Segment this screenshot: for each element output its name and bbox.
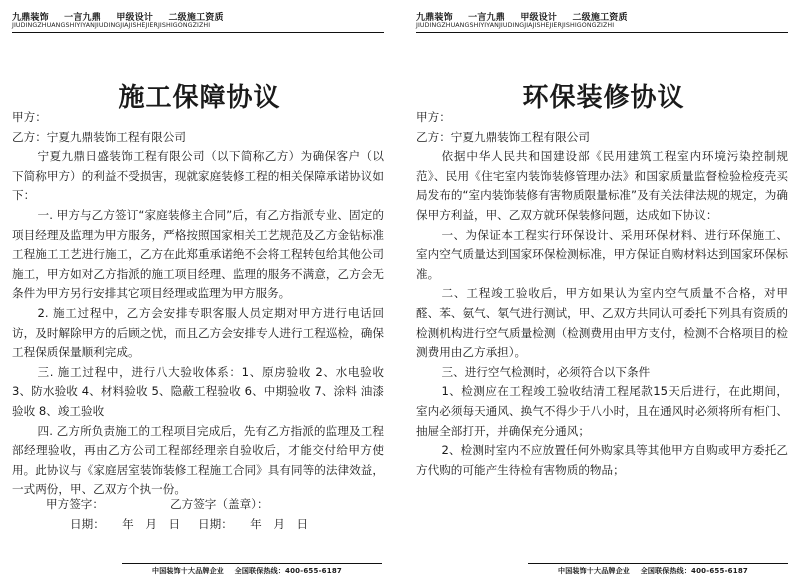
paragraph: 一. 甲方与乙方签订“家庭装修主合同”后，有乙方指派专业、固定的项目经理及监理为甲方服务，严格按照国家相关工艺规范及乙方金钻标准工程施工工艺进行施工，乙方在此郑重承诺绝不会将工程转包给其他公司施工，甲方如对乙方指派的施工项目经理、监理的服务不满意，乙方会无条件为甲方另行安排其它项目经理或监理为甲方服务。: [12, 207, 384, 301]
party-b-date: 日期： 年 月 日: [198, 517, 309, 531]
footer-hotline: 全国联保热线：400-655-6187: [640, 567, 748, 575]
document-title: 施工保障协议: [118, 83, 281, 113]
letterhead-pinyin: JIUDINGZHUANGSHIYIYANJIUDINGJIAJISHEJIERJISHIGONGZIZHI: [12, 22, 211, 29]
party-a-line: 甲方：: [416, 110, 451, 124]
agreement-body: [416, 108, 788, 480]
design-grade: 甲级设计: [520, 13, 558, 23]
design-grade: 甲级设计: [116, 13, 154, 23]
paragraph: 四. 乙方所负责施工的工程项目完成后，先有乙方指派的监理及工程部经理验收，再由乙方公司工程部经理亲自验收后，才能交付给甲方使用。此协议与《家庭居室装饰装修工程施工合同》具有同等的法律效益，一式两份，甲、乙双方个执一份。: [12, 423, 384, 497]
paragraph: 依据中华人民共和国建设部《民用建筑工程室内环境污染控制规范》、民用《住宅室内装饰装修管理办法》和国家质量监督检验检疫壳买局发布的“室内装饰装修有害物质限量标准”及有关法律法规的规定，为确保甲方利益，甲、乙双方就环保装修问题，达成如下协议：: [416, 149, 788, 222]
brand-slogan: 一言九鼎: [64, 13, 101, 23]
brand-name: 九鼎装饰: [416, 13, 453, 23]
right-page: [416, 0, 791, 581]
construction-grade: 二级施工资质: [168, 13, 224, 23]
footer: [152, 566, 350, 576]
footer-divider: [528, 563, 788, 564]
party-a-date: 日期： 年 月 日: [70, 517, 181, 531]
letterhead-pinyin: JIUDINGZHUANGSHIYIYANJIUDINGJIAJISHEJIERJISHIGONGZIZHI: [416, 22, 615, 29]
party-b-signature-label: 乙方签字（盖章）：: [170, 497, 269, 511]
brand-slogan: 一言九鼎: [468, 13, 505, 23]
brand-name: 九鼎装饰: [12, 13, 49, 23]
construction-grade: 二级施工资质: [572, 13, 628, 23]
party-b-line: 乙方：宁夏九鼎装饰工程有限公司: [416, 129, 590, 144]
paragraph: 三、进行空气检测时，必须符合以下条件: [441, 364, 651, 379]
header-divider: [12, 32, 384, 33]
party-a-line: 甲方：: [12, 110, 47, 124]
footer-hotline: 全国联保热线：400-655-6187: [234, 567, 342, 575]
footer: [558, 566, 756, 576]
header-divider: [416, 32, 788, 33]
paragraph: 2、检测时室内不应放置任何外购家具等其他甲方自购或甲方委托乙方代购的可能产生待检有害物质的物品；: [416, 443, 788, 477]
paragraph: 三. 施工过程中，进行八大验收体系：1、原房验收 2、水电验收 3、防水验收 4、材料验收 5、隐蔽工程验收 6、中期验收 7、涂料 油漆验收 8、竣工验收: [12, 364, 384, 418]
paragraph: 二、工程竣工验收后，甲方如果认为室内空气质量不合格，对甲醛、苯、氨气、氡气进行测试，甲、乙双方共同认可委托下列具有资质的检测机构进行空气质量检测（检测费用由甲方支付，检测不合格项目的检测费用由乙方承担）。: [416, 286, 788, 360]
agreement-body: [12, 108, 384, 500]
paragraph: 宁夏九鼎日盛装饰工程有限公司（以下简称乙方）为确保客户（以下简称甲方）的利益不受损害，现就家庭装修工程的相关保障承诺协议如下：: [12, 149, 384, 203]
paragraph: 一、为保证本工程实行环保设计、采用环保材料、进行环保施工、室内空气质量达到国家环保检测标准，甲方保证自购材料达到国家环保标准。: [416, 227, 788, 281]
party-a-signature-label: 甲方签字：: [46, 497, 104, 511]
footer-award: 中国装饰十大品牌企业: [558, 567, 630, 575]
paragraph: 2. 施工过程中，乙方会安排专职客服人员定期对甲方进行电话回访，及时解除甲方的后顾之忧，而且乙方会安排专人进行工程巡检，确保工程保质保量顺利完成。: [12, 305, 384, 360]
left-page: [12, 0, 387, 581]
document-title: 环保装修协议: [522, 83, 685, 113]
footer-award: 中国装饰十大品牌企业: [152, 567, 224, 575]
paragraph: 1、检测应在工程竣工验收结清工程尾款15天后进行，在此期间，室内必须每天通风、换气不得少于八小时，且在通风时必须将所有柜门、抽屉全部打开，并确保充分通风；: [416, 384, 788, 438]
footer-divider: [122, 563, 382, 564]
party-b-line: 乙方：宁夏九鼎装饰工程有限公司: [12, 129, 186, 144]
